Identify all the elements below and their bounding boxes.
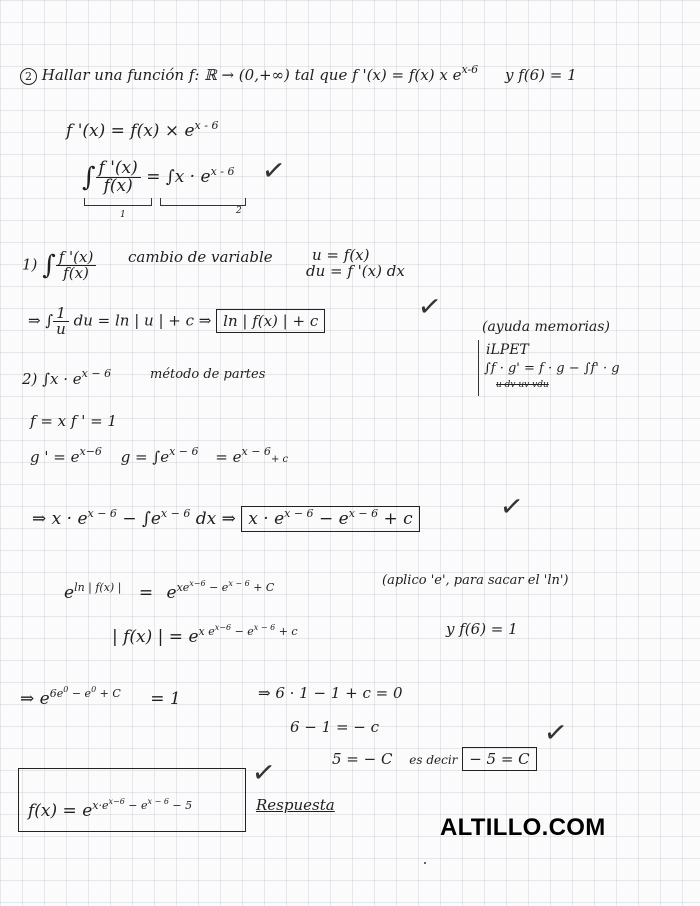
answer-tail-exp: x − 6 — [147, 797, 169, 806]
step2-rhs: = ∫x · e — [146, 167, 211, 187]
g-integral: g = ∫e — [120, 448, 170, 466]
solve-line-2: 6 − 1 = − c — [290, 718, 380, 736]
memo-title: (ayuda memorias) — [482, 319, 610, 335]
exp-rhs-c: + C — [253, 581, 275, 594]
exp-rhs-exp: xe — [176, 581, 190, 594]
parts-g-line — [30, 446, 288, 465]
exp-eq: = — [138, 583, 154, 603]
answer-exp: x·e — [92, 799, 109, 812]
fraction — [56, 250, 97, 281]
step1-exp: x - 6 — [194, 119, 219, 132]
part1-mid: du = ln | u | + c ⇒ — [73, 311, 212, 330]
check-mark: ✓ — [249, 754, 278, 791]
solve-exp2: 0 — [63, 685, 69, 694]
part2-boxed-result — [241, 506, 419, 532]
answer-c: − 5 — [172, 799, 193, 812]
part1-boxed-result: ln | f(x) | + c — [216, 309, 325, 333]
abs-exp2: x−6 — [214, 623, 232, 632]
solve-exp-tail: − e — [71, 687, 92, 700]
part1-label: 1) — [22, 255, 38, 274]
solve-c: + C — [99, 687, 121, 700]
constant-boxed: − 5 = C — [462, 747, 536, 771]
answer-label: Respuesta — [256, 796, 335, 814]
part2-label: 2) — [22, 370, 38, 388]
part1-method: cambio de variable — [128, 248, 273, 266]
part2-method: método de partes — [150, 367, 266, 382]
g-result: = e — [215, 448, 242, 466]
problem-text-b: tal que — [294, 66, 348, 84]
problem-statement — [20, 64, 577, 85]
g-prime: g ' = e — [30, 448, 80, 466]
derivative-equation — [66, 120, 218, 140]
exp-lhs-base: e — [64, 583, 75, 603]
fraction-num: 1 — [53, 306, 69, 322]
substitution-du: du = f '(x) dx — [306, 262, 405, 280]
fraction-den: u — [56, 320, 66, 338]
exp-rhs-exp2: x−6 — [189, 579, 206, 588]
check-mark: ✓ — [415, 288, 444, 325]
solve-base: ⇒ e — [20, 689, 50, 709]
parts-term-a-exp: x − 6 — [87, 507, 117, 520]
watermark-logo: ALTILLO.COM — [440, 814, 606, 841]
parts-result-line — [32, 508, 420, 528]
fraction-den: f(x) — [63, 264, 89, 282]
solve-exp: 6e — [49, 687, 64, 700]
exp-equation — [64, 580, 274, 602]
brace-label-1: 1 — [120, 210, 126, 220]
abs-exp: x e — [198, 625, 215, 638]
part2-exp: x − 6 — [81, 367, 112, 380]
part2-expr: ∫x · e — [42, 370, 82, 388]
g-result-exp: x − 6 — [241, 445, 271, 458]
step1-rhs: = f(x) × e — [110, 121, 195, 141]
parts-term-b: − ∫e — [122, 509, 161, 529]
parts-term-a: ⇒ x · e — [32, 509, 88, 529]
boxed-c: + c — [383, 509, 413, 529]
brace-label-2: 2 — [236, 206, 242, 216]
fraction — [53, 306, 69, 337]
function-domain: f: ℝ → (0,+∞) — [188, 66, 290, 84]
part2-integral — [22, 368, 111, 387]
exp-rhs-base: e — [166, 583, 177, 603]
ink-dot — [424, 862, 426, 864]
abs-lhs: | f(x) | = e — [112, 627, 199, 647]
exp-rhs-tail-exp: x − 6 — [228, 579, 250, 588]
check-mark: ✓ — [541, 714, 570, 751]
abs-tail-exp: x − 6 — [253, 623, 276, 632]
exp-lhs-exp: ln | f(x) | — [74, 581, 122, 594]
solve-line3-word: es decir — [409, 753, 458, 767]
part1-result-line — [28, 306, 325, 337]
solve-eq: = 1 — [150, 689, 181, 709]
implies-integral: ⇒ ∫ — [28, 311, 54, 330]
fraction-num: f '(x) — [56, 250, 97, 266]
boxed-b-exp: x − 6 — [348, 507, 379, 520]
integral-sign: ∫ — [82, 162, 96, 193]
memo-rule: iLPET — [486, 342, 529, 358]
g-prime-exp: x−6 — [79, 445, 102, 458]
brace-2 — [160, 198, 246, 206]
abs-condition: y f(6) = 1 — [446, 620, 518, 638]
solve-exp-tail2: 0 — [91, 685, 97, 694]
parts-f-line: f = x f ' = 1 — [30, 412, 117, 430]
exp-rhs-tail: − e — [209, 581, 229, 594]
exp-note: (aplico 'e', para sacar el 'ln') — [382, 573, 569, 588]
step1-lhs: f '(x) — [66, 121, 106, 141]
g-constant: + c — [270, 454, 289, 465]
solve-line3-eq: 5 = − C — [332, 750, 393, 768]
memo-formula: ∫f · g' = f · g − ∫f' · g — [484, 361, 620, 376]
brace-1 — [84, 198, 152, 206]
check-mark: ✓ — [497, 488, 526, 525]
solve-equation — [20, 686, 181, 708]
problem-condition: y f(6) = 1 — [504, 66, 577, 84]
boxed-a: x · e — [248, 509, 285, 529]
abs-c: + c — [278, 625, 298, 638]
step2-exp: x - 6 — [210, 165, 235, 178]
substitution-u: u = f(x) — [312, 246, 370, 264]
solve-line-1: ⇒ 6 · 1 − 1 + c = 0 — [258, 684, 403, 702]
abs-equation — [112, 624, 298, 646]
final-answer — [28, 798, 192, 820]
part1-integral — [22, 250, 96, 281]
solve-line-3 — [332, 752, 537, 767]
problem-equation: f '(x) = f(x) x e — [352, 66, 462, 84]
integral-sign: ∫ — [42, 250, 56, 281]
fraction — [96, 160, 141, 195]
fraction-num: f '(x) — [96, 160, 141, 178]
g-integral-exp: x − 6 — [169, 445, 199, 458]
fraction-den: f(x) — [103, 176, 133, 196]
integral-split — [82, 160, 234, 195]
parts-term-b-exp: x − 6 — [160, 507, 191, 520]
problem-exponent: x-6 — [461, 63, 479, 76]
memo-bracket — [478, 340, 479, 396]
answer-exp2: x−6 — [108, 797, 125, 806]
answer-lhs: f(x) = e — [28, 801, 93, 821]
parts-term-c: dx ⇒ — [195, 509, 236, 529]
check-mark: ✓ — [259, 152, 288, 189]
abs-tail: − e — [234, 625, 254, 638]
answer-tail: − e — [128, 799, 148, 812]
boxed-a-exp: x − 6 — [284, 507, 314, 520]
problem-text: Hallar una función — [41, 66, 185, 84]
problem-number: 2 — [20, 68, 37, 85]
memo-under: u dv uv vdu — [496, 380, 549, 390]
boxed-b: − e — [318, 509, 349, 529]
